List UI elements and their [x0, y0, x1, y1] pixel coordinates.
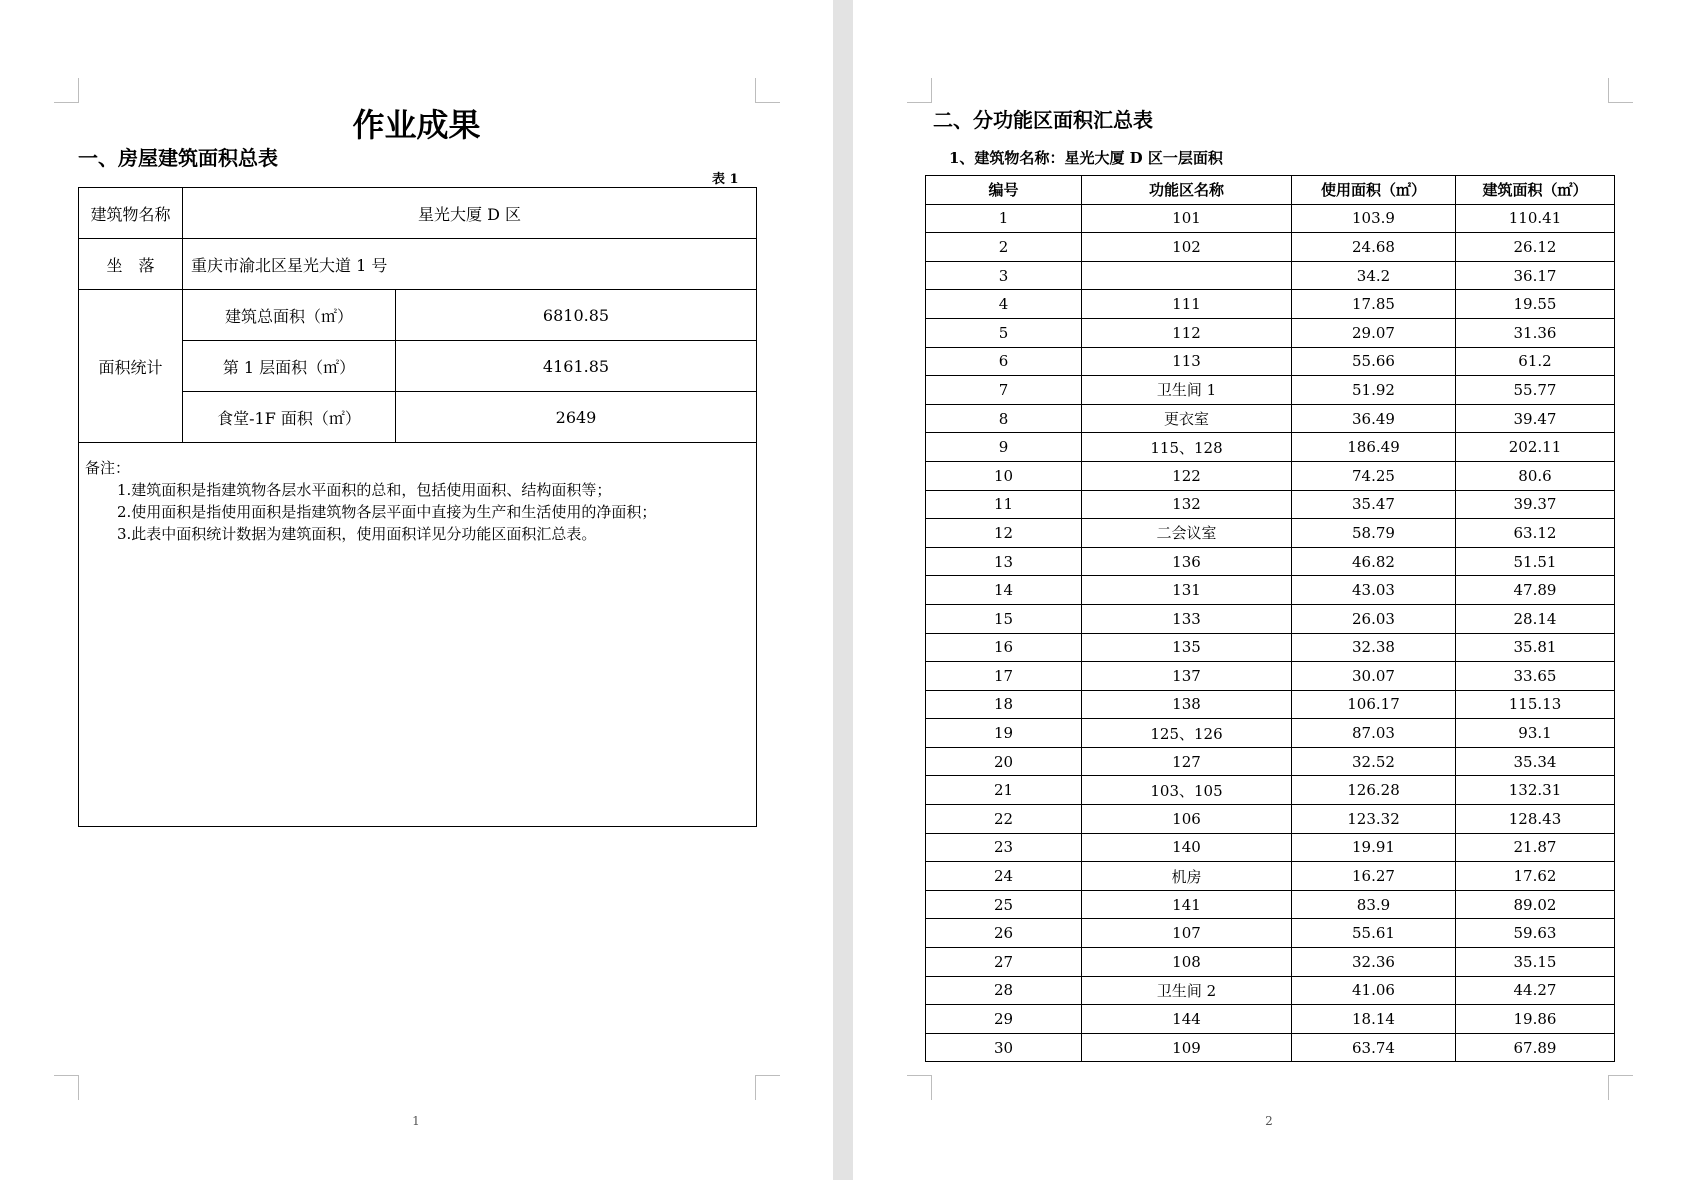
table-cell: 25	[926, 890, 1082, 919]
table-cell: 102	[1082, 233, 1292, 262]
table-cell: 17.85	[1292, 290, 1456, 319]
table-row	[926, 347, 1615, 376]
table-cell: 74.25	[1292, 461, 1456, 490]
building-area-summary-table	[78, 187, 757, 827]
table-cell: 135	[1082, 633, 1292, 662]
table-cell: 5	[926, 318, 1082, 347]
table-cell: 17	[926, 662, 1082, 691]
table-cell: 35.81	[1456, 633, 1615, 662]
table-row	[926, 461, 1615, 490]
table-cell: 122	[1082, 461, 1292, 490]
table-cell: 26.03	[1292, 604, 1456, 633]
table-row	[926, 204, 1615, 233]
table-row	[926, 919, 1615, 948]
notes-title: 备注：	[85, 459, 131, 477]
margin-corner-mark	[1608, 1075, 1633, 1100]
table-cell: 36.49	[1292, 404, 1456, 433]
table-cell: 4	[926, 290, 1082, 319]
table-cell: 39.47	[1456, 404, 1615, 433]
table-cell: 8	[926, 404, 1082, 433]
table-cell: 6	[926, 347, 1082, 376]
section-title: 一、房屋建筑面积总表	[78, 146, 278, 170]
table-cell: 46.82	[1292, 547, 1456, 576]
margin-corner-mark	[1608, 78, 1633, 103]
table-cell: 67.89	[1456, 1033, 1615, 1062]
column-header: 建筑面积（㎡）	[1456, 176, 1615, 205]
table-cell: 32.52	[1292, 747, 1456, 776]
table-cell: 24	[926, 862, 1082, 891]
table-cell: 39.37	[1456, 490, 1615, 519]
table-cell: 19.86	[1456, 1005, 1615, 1034]
table-cell: 29.07	[1292, 318, 1456, 347]
table-row	[926, 261, 1615, 290]
table-cell: 83.9	[1292, 890, 1456, 919]
table-cell: 101	[1082, 204, 1292, 233]
table-row	[926, 233, 1615, 262]
table-row	[926, 662, 1615, 691]
table-cell: 机房	[1082, 862, 1292, 891]
table-row	[926, 290, 1615, 319]
table-cell: 2	[926, 233, 1082, 262]
column-header: 编号	[926, 176, 1082, 205]
table-cell: 131	[1082, 576, 1292, 605]
table-cell: 137	[1082, 662, 1292, 691]
table-cell: 103.9	[1292, 204, 1456, 233]
table-label: 表 1	[712, 172, 739, 187]
table-cell: 20	[926, 747, 1082, 776]
table-cell: 123.32	[1292, 805, 1456, 834]
column-header: 使用面积（㎡）	[1292, 176, 1456, 205]
table-body	[926, 204, 1615, 1062]
table-row	[79, 188, 757, 239]
building-name-label: 建筑物名称	[79, 188, 183, 239]
table-cell: 140	[1082, 833, 1292, 862]
table-cell: 15	[926, 604, 1082, 633]
table-row	[926, 318, 1615, 347]
table-cell: 23	[926, 833, 1082, 862]
functional-area-table	[925, 175, 1615, 1062]
table-cell: 30.07	[1292, 662, 1456, 691]
table-header-row	[926, 176, 1615, 205]
table-cell: 30	[926, 1033, 1082, 1062]
table-cell: 16	[926, 633, 1082, 662]
table-cell: 87.03	[1292, 719, 1456, 748]
note-item: 3.此表中面积统计数据为建筑面积，使用面积详见分功能区面积汇总表。	[117, 525, 597, 543]
location-value: 重庆市渝北区星光大道 1 号	[183, 239, 757, 290]
table-cell: 58.79	[1292, 519, 1456, 548]
table-cell: 127	[1082, 747, 1292, 776]
table-cell: 11	[926, 490, 1082, 519]
table-cell: 115.13	[1456, 690, 1615, 719]
table-cell: 16.27	[1292, 862, 1456, 891]
table-cell: 138	[1082, 690, 1292, 719]
table-row	[926, 976, 1615, 1005]
table-cell: 55.66	[1292, 347, 1456, 376]
table-cell: 24.68	[1292, 233, 1456, 262]
table-cell: 41.06	[1292, 976, 1456, 1005]
table-cell: 186.49	[1292, 433, 1456, 462]
table-cell: 21	[926, 776, 1082, 805]
table-cell: 111	[1082, 290, 1292, 319]
location-label: 坐 落	[79, 239, 183, 290]
table-row	[926, 1033, 1615, 1062]
table-cell: 115、128	[1082, 433, 1292, 462]
table-cell: 63.12	[1456, 519, 1615, 548]
table-cell: 33.65	[1456, 662, 1615, 691]
table-cell: 107	[1082, 919, 1292, 948]
table-cell: 141	[1082, 890, 1292, 919]
section-title: 二、分功能区面积汇总表	[933, 108, 1153, 132]
table-cell: 202.11	[1456, 433, 1615, 462]
table-cell: 7	[926, 376, 1082, 405]
table-cell: 55.61	[1292, 919, 1456, 948]
table-cell: 63.74	[1292, 1033, 1456, 1062]
table-cell: 3	[926, 261, 1082, 290]
table-row	[79, 290, 757, 341]
margin-corner-mark	[907, 1075, 932, 1100]
margin-corner-mark	[54, 1075, 79, 1100]
table-cell: 106.17	[1292, 690, 1456, 719]
table-cell: 17.62	[1456, 862, 1615, 891]
table-cell: 110.41	[1456, 204, 1615, 233]
table-cell: 61.2	[1456, 347, 1615, 376]
table-cell: 13	[926, 547, 1082, 576]
table-row	[79, 443, 757, 827]
table-cell: 144	[1082, 1005, 1292, 1034]
table-row	[926, 833, 1615, 862]
total-area-value: 6810.85	[396, 290, 757, 341]
table-cell: 113	[1082, 347, 1292, 376]
table-cell: 55.77	[1456, 376, 1615, 405]
table-cell: 32.36	[1292, 948, 1456, 977]
table-row	[926, 862, 1615, 891]
table-cell: 26.12	[1456, 233, 1615, 262]
page-number: 2	[1265, 1114, 1273, 1128]
table-cell: 二会议室	[1082, 519, 1292, 548]
table-cell: 106	[1082, 805, 1292, 834]
document-title: 作业成果	[352, 106, 481, 144]
table-cell: 51.51	[1456, 547, 1615, 576]
table-cell: 125、126	[1082, 719, 1292, 748]
table-cell: 132	[1082, 490, 1292, 519]
total-area-label: 建筑总面积（㎡）	[183, 290, 396, 341]
table-row	[926, 948, 1615, 977]
table-cell: 19.55	[1456, 290, 1615, 319]
canteen-area-label: 食堂-1F 面积（㎡）	[183, 392, 396, 443]
table-row	[926, 604, 1615, 633]
table-row	[926, 776, 1615, 805]
note-item: 2.使用面积是指使用面积是指建筑物各层平面中直接为生产和生活使用的净面积；	[117, 503, 657, 521]
table-cell: 44.27	[1456, 976, 1615, 1005]
table-cell: 18.14	[1292, 1005, 1456, 1034]
table-cell: 47.89	[1456, 576, 1615, 605]
table-cell	[1082, 261, 1292, 290]
table-cell: 32.38	[1292, 633, 1456, 662]
table-cell: 132.31	[1456, 776, 1615, 805]
table-cell: 21.87	[1456, 833, 1615, 862]
table-row	[926, 376, 1615, 405]
table-subtitle: 1、建筑物名称：星光大厦 D 区一层面积	[949, 149, 1223, 167]
table-row	[926, 490, 1615, 519]
floor1-area-value: 4161.85	[396, 341, 757, 392]
table-row	[926, 404, 1615, 433]
table-cell: 29	[926, 1005, 1082, 1034]
table-cell: 36.17	[1456, 261, 1615, 290]
table-cell: 43.03	[1292, 576, 1456, 605]
table-cell: 80.6	[1456, 461, 1615, 490]
table-cell: 26	[926, 919, 1082, 948]
table-cell: 卫生间 2	[1082, 976, 1292, 1005]
table-cell: 14	[926, 576, 1082, 605]
table-row	[926, 1005, 1615, 1034]
table-cell: 35.34	[1456, 747, 1615, 776]
table-cell: 9	[926, 433, 1082, 462]
margin-corner-mark	[755, 1075, 780, 1100]
table-row	[926, 890, 1615, 919]
floor1-area-label: 第 1 层面积（㎡）	[183, 341, 396, 392]
table-row	[926, 576, 1615, 605]
document-page-2	[853, 0, 1686, 1180]
table-row	[926, 433, 1615, 462]
table-cell: 128.43	[1456, 805, 1615, 834]
table-cell: 93.1	[1456, 719, 1615, 748]
table-row	[926, 747, 1615, 776]
table-cell: 19.91	[1292, 833, 1456, 862]
table-cell: 89.02	[1456, 890, 1615, 919]
table-row	[926, 805, 1615, 834]
table-cell: 19	[926, 719, 1082, 748]
page-gutter	[833, 0, 853, 1180]
notes-cell	[79, 443, 757, 827]
table-cell: 34.2	[1292, 261, 1456, 290]
table-row	[79, 239, 757, 290]
canteen-area-value: 2649	[396, 392, 757, 443]
table-cell: 27	[926, 948, 1082, 977]
table-cell: 1	[926, 204, 1082, 233]
table-cell: 10	[926, 461, 1082, 490]
table-cell: 31.36	[1456, 318, 1615, 347]
table-cell: 卫生间 1	[1082, 376, 1292, 405]
table-cell: 103、105	[1082, 776, 1292, 805]
table-cell: 51.92	[1292, 376, 1456, 405]
page-number: 1	[412, 1114, 420, 1128]
table-cell: 12	[926, 519, 1082, 548]
table-cell: 133	[1082, 604, 1292, 633]
table-cell: 126.28	[1292, 776, 1456, 805]
table-cell: 108	[1082, 948, 1292, 977]
table-cell: 59.63	[1456, 919, 1615, 948]
table-cell: 28	[926, 976, 1082, 1005]
table-cell: 28.14	[1456, 604, 1615, 633]
table-row	[926, 633, 1615, 662]
table-cell: 112	[1082, 318, 1292, 347]
table-row	[926, 519, 1615, 548]
table-cell: 35.47	[1292, 490, 1456, 519]
table-row	[926, 690, 1615, 719]
table-cell: 18	[926, 690, 1082, 719]
table-row	[926, 547, 1615, 576]
area-stats-label: 面积统计	[79, 290, 183, 443]
building-name-value: 星光大厦 D 区	[183, 188, 757, 239]
table-cell: 35.15	[1456, 948, 1615, 977]
margin-corner-mark	[907, 78, 932, 103]
table-cell: 更衣室	[1082, 404, 1292, 433]
table-cell: 22	[926, 805, 1082, 834]
table-cell: 136	[1082, 547, 1292, 576]
document-page-1	[0, 0, 833, 1180]
note-item: 1.建筑面积是指建筑物各层水平面积的总和，包括使用面积、结构面积等；	[117, 481, 612, 499]
table-row	[926, 719, 1615, 748]
column-header: 功能区名称	[1082, 176, 1292, 205]
table-cell: 109	[1082, 1033, 1292, 1062]
